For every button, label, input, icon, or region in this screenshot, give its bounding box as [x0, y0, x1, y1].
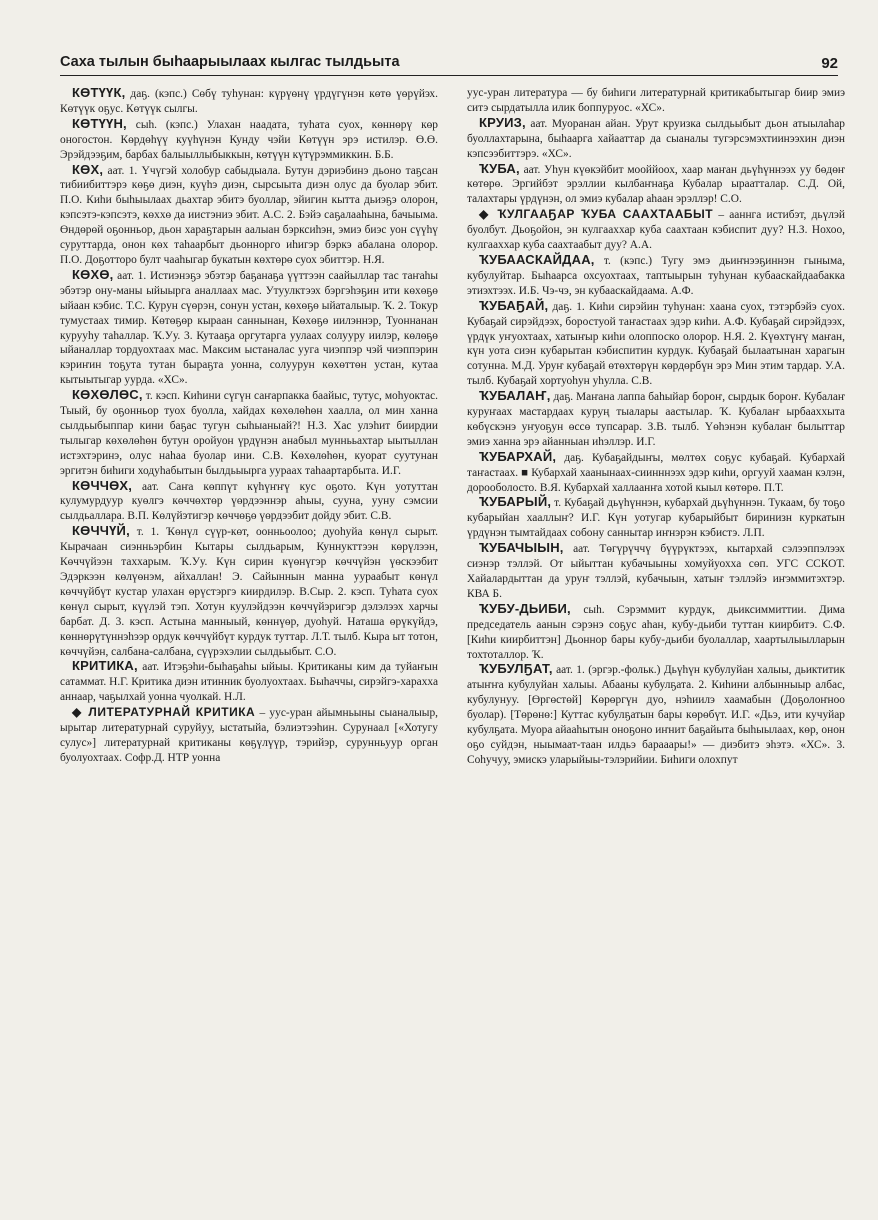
entry-grammar-label: аат. 1. (эргэр.-фольк.) [556, 664, 661, 677]
entry-text: Кубаҕай дьүһүннэн, кубархай дьүһүннэн. Тукаам, бу тоҕо кубарыйан хааллыҥ? И.Г. Күн уотугар кубарыйбыт биринизн куркатын үрдүнэн тымтайдаах собону саннытар иҥнэрэн кэбистэ. Л.П. [467, 497, 845, 540]
entry-headword: ҠУБАЧЫЫН, [479, 540, 564, 556]
entry-headword: КӨХ, [72, 161, 104, 177]
entry-headword: ҠУБУ-ДЬИБИ, [479, 600, 571, 616]
entry-grammar-label: даҕ. [564, 451, 584, 464]
dictionary-entry [467, 495, 845, 541]
entry-grammar-label: т. 1. [136, 526, 160, 539]
dictionary-entry [467, 207, 845, 253]
entry-grammar-label: даҕ. [553, 391, 574, 404]
entry-text: Киһи сирэйин туһунан: хаана суох, тэтэрбэйэ суох. Кубаҕай сирэйдээх, боростуой таҥастаах эдэр киһи. А.Ф. Кубаҕай сирэйдээх, үрдүк уҥуохтаах, хатыҥыр киһи олоппоско олорор. Н.Я. 2. Күөхтүҥү маҥан, күн уота сиэн кубарытан кэбиспитин курдук. Кубаҕай былаатынан харагын сотунна. М.Д. Уруҥ кубаҕай өтөхтөрүн көрдөрбүн эрэ Мин этим тардар. У.А. тылб. Кубаҕай хортуоһун уһулла. С.В. [467, 300, 845, 388]
entry-headword: КӨЧЧҮЙ, [72, 523, 130, 539]
entry-text: Итэҕэһи-быһаҕаһы ыйыы. Критиканы ким да туйаҥын сатаммат. Н.Г. Критика диэн итинник буолуохтаах. Быһаччы, сирэйгэ-харахха аннаар, чаҕылхай уонна чуолкай. Н.Л. [60, 661, 438, 704]
entry-headword: КӨЧЧӨХ, [72, 477, 133, 493]
entry-text: Истиэнэҕэ эбэтэр баҕанаҕа үүттээн саайыллар тас таҥаһы эбэтэр ону-маны ыйыырга аналлаах мас. Утуулктээх бэргэһэҕин ити көхөҕө ыйаан кэбис. Т.С. Курун сүөрэн, сонун устан, көхөҕө ыйаталыыр. Ҡ. 2. Токур тумустаах тимир. Көтөҕөр кыраан саннынан, Көхөҕө иилэннэр, Туоннанан курууһу таһаллар. Ҡ.Уу. 3. Кутааҕа оргутарга уулаах солууру иилэр, көлөҕө ыйаналлар тордуохтаах мас. Максим ыстаналас ууга чиэппэр чэй чиэппэрин кэриҥин тоҕута тутан быраҕта уонна, солуурун көхөттөн устан, кутаа кытыытыгар уурда. «ХС». [60, 269, 438, 387]
entry-text: уус-уран литература — бу биһиги литературнай критикабытыгар биир эмиэ ситэ сырдатылла илик боппуруос. «ХС». [467, 87, 845, 114]
dictionary-entry [60, 117, 438, 163]
dictionary-entry [467, 116, 845, 162]
dictionary-entry [60, 659, 438, 705]
entry-headword: ҠУБАРХАЙ, [479, 448, 557, 464]
dictionary-entry [60, 86, 438, 117]
left-column [60, 86, 438, 1208]
entry-continuation [467, 86, 845, 116]
dictionary-entry [467, 541, 845, 602]
page-number: 92 [821, 55, 838, 72]
dictionary-entry [467, 602, 845, 663]
dictionary-entry [60, 163, 438, 268]
entry-text: Улахан наадата, туһата суох, көннөрү көр оногостон. Көрдөһүү куүһүнэн Кунду чэйи Көтүүн эрэ истилэр. Ө.Ө. Эрэйдээҕим, барбах балыыллыбыккын, көтүүн күтүрэммиккин. Б.Б. [60, 118, 438, 161]
entry-headword: КӨХӨЛӨС, [72, 387, 143, 403]
entry-grammar-label: аат. [573, 543, 590, 556]
entry-text: Дьүһүн кубулуйан халыы, дьиктитик атыҥҥа кубулуйан халыы. Абааны кубулҕата. 2. Киһини албынныыр албас, кубулунуу. [Өргөстөй] Көрөргүн дуо, нэһиилэ хаамабын (Доҕолоҥноо буолар). [Төрөнө:] Куттас кубулҕатын бары көрөбүт. И.Г. «Дьэ, ити кучуйар кубулҕата. Муора айааһытын оноҕоно иҥнит баҕайыта быһыылаах, көр, онон оҕо суйдэн, ныымаат-таан илдьэ барааары!» — диэбитэ эһэтэ. «ХС». 3. Соһучуу, эмискэ уларыйыы-тэлэрийии. Биһиги олохпут [467, 664, 845, 766]
entry-grammar-label: сыһ. (кэпс.) [135, 118, 198, 131]
entry-grammar-label: аат. [523, 163, 541, 176]
entry-grammar-label: аат. [142, 661, 160, 674]
entry-text: Киһини сүгүн саҥарпакка баайыс, тутус, моһуоктас. Тыый, бу оҕонньор туох буолла, хайдах көхөлөһөн хаалла, ол мин ханна сылдьыбыппар кини баҕас тугун сыһыаныай?! Н.З. Хас улэһит биирдии тылыгар көхөлөһөн бутун оройуон үрдүнэн анабыл муннььахтар ыытыллан истэхтэринэ, олус наһаа буолар ини. С.В. Көхөлөһөн, куорат суутунан эргитэн биһиги ходуһабытын былдьыырга уураах таһаартарбыта. И.Г. [60, 390, 438, 477]
entry-headword: ҠУБАРЫЙ, [479, 494, 552, 510]
entry-grammar-label: т. (кэпс.) [603, 254, 653, 267]
entry-text: Маҥана лаппа баһыйар бороҥ, сырдык бороҥ. Кубалаҥ куруҥаах мастардаах куруң тыалары аастылар. Ҡ. Кубалаҥ ырбааххыта көбүскэнэ уҥуоҕун өссө тупсарар. З.В. тылб. Үөһэнэн кубалаҥ былыттар эмиэ ханна эрэ айанныан иһэллэр. И.Г. [467, 391, 845, 448]
entry-grammar-label: аат. 1. [107, 164, 138, 177]
entry-headword: КӨХӨ, [72, 266, 114, 282]
dictionary-entry [467, 253, 845, 299]
entry-grammar-label: сыһ. [583, 603, 605, 616]
entry-headword: КӨТҮҮН, [72, 115, 127, 131]
entry-grammar-label: аат. [530, 117, 548, 130]
entry-headword: КРУИЗ, [479, 114, 526, 130]
entry-headword: ҠУБА, [479, 160, 520, 176]
entry-headword: ◆ ЛИТЕРАТУРНАЙ КРИТИКА [72, 705, 256, 720]
entry-text: – уус-уран айымньыны сыаналыыр, ырытар литературнай суруйуу, ыстатыйа, бэлиэтээһин. Сурунаал [«Хотугу сулус»] литературнай критиканы көҕүлүүр, тэрийэр, сурунньуур орган буолуохтаах. Софр.Д. НТР уонна [60, 707, 438, 764]
entry-headword: КРИТИКА, [72, 658, 138, 674]
entry-text: Үчүгэй холобур сабыдыала. Бутун дэриэбинэ дьоно таҕсан тибиибиттэрэ көҕө диэн, куүһэ диэн, сырсыыта диэн олус да буолар эбит. П.О. Киһи быһыылаах дьахтар эбитэ буоллар, эйигин кытта дьиэҕэ олорон, кэпсэтэ-кэпсэтэ, көххө да иистэниэ эбит. А.С. 2. Бэйэ саҕалааһына, бачыыма. Өндөрөй оҕонньор, дьон хараҕтарын аалыан бэрксиһэн, эмиэ биэс уон сүүһү суруттарда, онон көх таһаарбыт дьоннорго иһигэр бэркэ абалана олорор. П.О. Доҕотторо булт чааһыгар букатын көхтөрө суох эбиттэр. Н.Я. [60, 164, 438, 266]
dictionary-entry [467, 389, 845, 450]
dictionary-entry [467, 162, 845, 208]
entry-grammar-label: т. [554, 497, 562, 510]
entry-headword: КӨТҮҮК, [72, 86, 126, 100]
running-header [60, 45, 838, 76]
entry-text: Саҥа көппүт күһүҥҥү кус оҕото. Күн уотуттан кулумурдуур куөлгэ көччөхтөр үөрдээннэр аһыы, сууна, ууну сэмсии сылдьаллара. В.П. Көлүйэтигэр көччөҕө үөрдээбит дойду эбит. С.В. [60, 480, 438, 523]
dictionary-entry [60, 479, 438, 525]
entry-grammar-label: аат. 1. [117, 269, 147, 282]
dictionary-entry [467, 662, 845, 767]
entry-headword: ◆ ҠУЛГААҔАР ҠУБА СААХТААБЫТ [479, 207, 714, 222]
dictionary-entry [60, 388, 438, 478]
dictionary-entry [60, 524, 438, 659]
entry-text: Тугу эмэ дьиҥнээҕиннэн гыныма, кубулуйтар. Быһаарса охсуохтаах, таптыырын туһунан кубааскайдаабакка этиэхтээх. И.Б. Чэ-чэ, эн кубааскайдаама. А.Ф. [467, 254, 845, 297]
entry-grammar-label: даҕ. (кэпс.) [130, 88, 187, 100]
running-title: Саха тылын быһаарыылаах кылгас тылдьыта [60, 54, 400, 70]
entry-text: Кубаҕайдыҥы, мөлтөх соҕус кубаҕай. Кубархай таҥастаах. ■ Кубархай хаанынаах-сиинннээх эдэр киһи, оргууй хааман кэлэн, дорооболосто. В.Я. Кубархай халлаанҥа хотой кыыл көтөрө. П.Т. [467, 451, 845, 494]
entry-text: Сөбү туһунан: күрүөнү үрдүгүнэн көтө үөрүйэх. Көтүүк оҕус. Көтүүк сылгы. [60, 88, 438, 115]
entry-text: – ааннга истибэт, дьүлэй буолбут. Дьоҕойон, эн кулгааххар куба саахтаан кэбиспит дуу? Н.З. Нохоо, кулгааххар куба саахтаабыт дуу? А.А. [467, 209, 845, 252]
entry-headword: ҠУБААСКАЙДАА, [479, 251, 595, 267]
right-column [467, 86, 845, 1208]
entry-text: Төгүрүччү бүүрүктээх, кытархай сэлээппэлээх сиэнэр тэллэй. От ыйыттан кубачыыны хомуйуохха сөп. УГС ССКОТ. Хайалардыттан да уруҥ тэллэй, кубачыын, хатыҥ тэллэйэ иҥэммитэхтэр. КВА Б. [467, 543, 845, 600]
entry-headword: ҠУБАЛАҤ, [479, 388, 551, 404]
dictionary-entry [60, 705, 438, 766]
dictionary-entry [60, 268, 438, 388]
entry-grammar-label: аат. [142, 480, 159, 493]
dictionary-entry [467, 450, 845, 496]
entry-text: Сэрэммит курдук, дьиксиммиттии. Дима председатель аанын сэрэнэ соҕус аһан, кубу-дьиби туттан киирбитэ. С.Ф. [Киһи киирбиттэн] Дьоннор бары кубу-дьиби буолаллар, хаартылыылларын тохтоталлор. Ҡ. [467, 603, 845, 661]
entry-headword: ҠУБАҔАЙ, [479, 297, 549, 313]
entry-text: Уһун күөкэйбит мооййоох, хаар маҥан дьүһүннээх уу бөдөҥ көтөрө. Эргийбэт эрэллии кылбаҥнаҕа Кубалар ыраатталар. С.Д. Ой, талахтары үрдүнэн, ол эмиэ кубалар аһаан эрэллэр! С.О. [467, 163, 845, 206]
entry-headword: ҠУБУЛҔАТ, [479, 661, 553, 677]
dictionary-entry [467, 299, 845, 389]
entry-text: Ҡөнүл сүүр-көт, оонньоолоо; дуоһуйа көнүл сырыт. Кырачаан сиэнньэрбин Кытары сылдьарым, Куннукттээн көрүлээн, Көччүйээн таххарым. Ҡ.Уу. Күн сирин күөнүгэр көччүйэн үөскээбит Эдэркээн көлүөнэм, айхаллан! Э. Сайыннын манна уураабыт көнүл көччүйбүт кустар улахан өрүстэргэ киирдилэр. В.Сыр. 2. кэсп. Туһата суох көнүл сырыт, күүлэй тэп. Хотун куулэйдээн көччүйэригэр дэлэлээх харчы барбат. Д. 3. кэсп. Астына манныый, көннүөр, дуоһуй. Наташа өрүкүйдэ, көннөрүтүннэһээр ордук көччүйбүт курдук туттар. Л.Т. тылб. Кыра ыт тотон, көччүйэн, салбана-салбана, сүүрэхэлии сылдьыбыт. С.О. [60, 526, 438, 658]
entry-grammar-label: даҕ. 1. [552, 300, 585, 313]
entry-text: Муоранан айан. Урут круизка сылдьыбыт дьон атыылаһар буоллахтарына, быһаарга хайааттар да сыаналы тугэрсэмэхтиинээхин диэн кэпсээбиттэрэ. «ХС». [467, 117, 845, 160]
entry-grammar-label: т. кэсп. [145, 390, 180, 403]
